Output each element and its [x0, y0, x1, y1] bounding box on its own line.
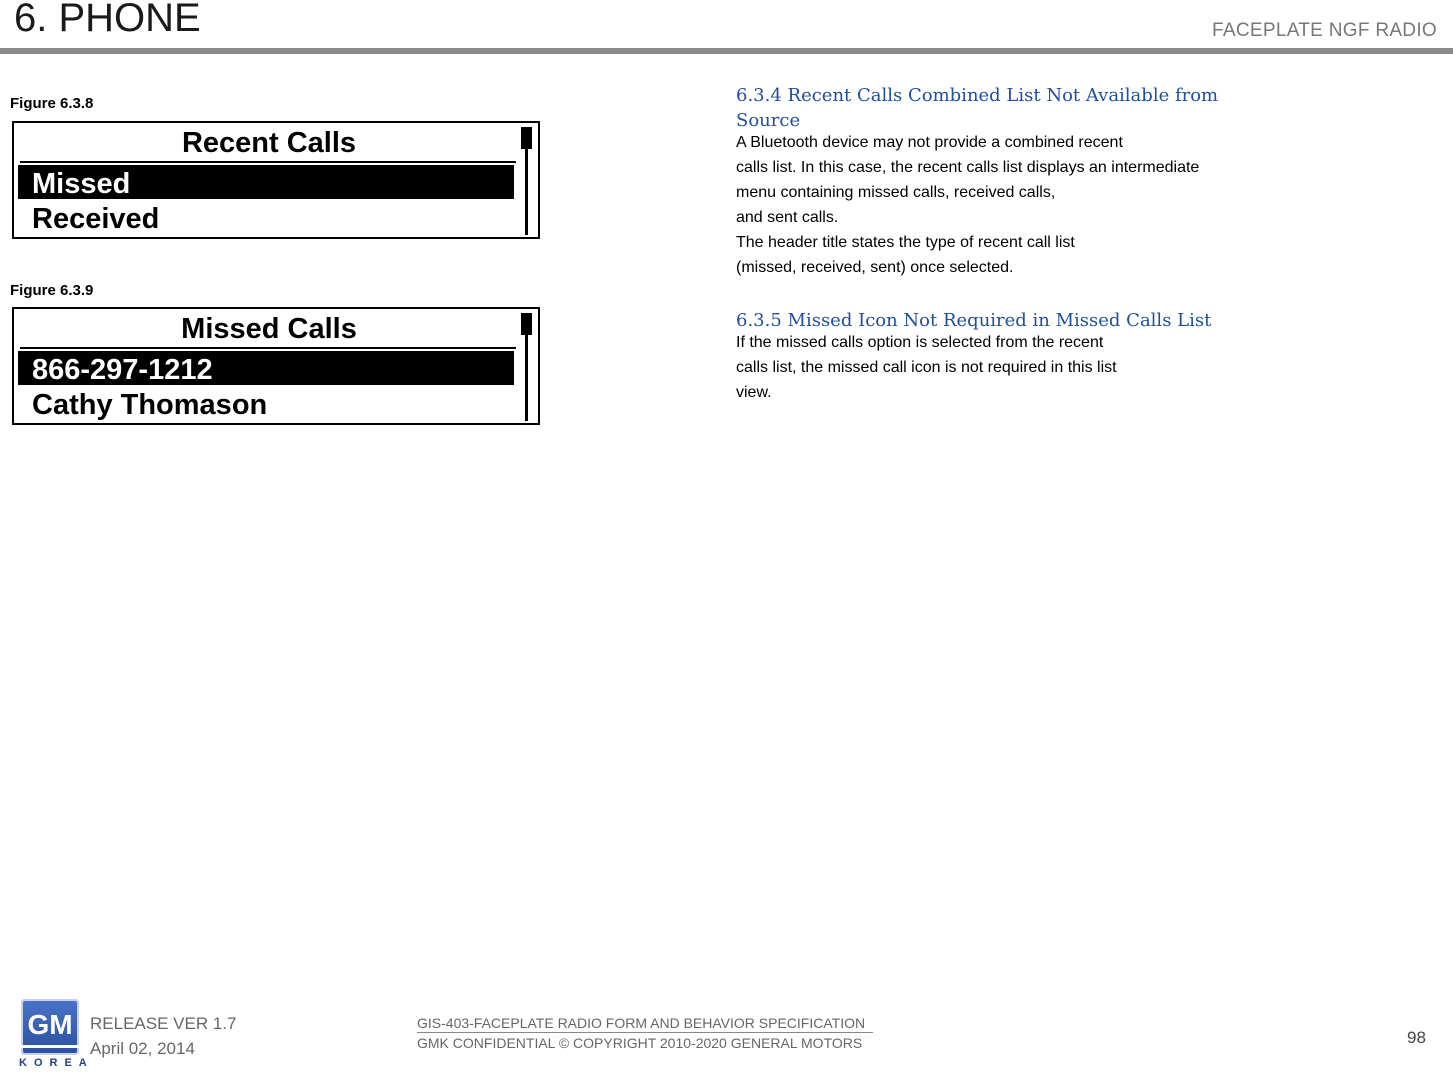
list-item[interactable]: Received	[32, 203, 160, 235]
list-item-label: Missed	[32, 168, 131, 200]
body-line: view.	[736, 384, 772, 401]
screen-title: Recent Calls	[181, 127, 357, 159]
footer-spec	[417, 1013, 873, 1053]
selected-list-item[interactable]	[18, 165, 514, 199]
page-title: 6. PHONE	[14, 0, 201, 40]
body-line: and sent calls.	[736, 209, 839, 226]
scrollbar-thumb[interactable]	[521, 127, 532, 149]
body-line: A Bluetooth device may not provide a combined recent	[736, 134, 1123, 151]
section-body	[736, 130, 1199, 280]
page-number: 98	[1407, 1028, 1426, 1047]
figure-label: Figure 6.3.9	[10, 282, 94, 299]
heading-line: Source	[736, 110, 801, 131]
screen-title-divider	[20, 347, 516, 349]
heading-line: 6.3.4 Recent Calls Combined List Not Available from	[736, 85, 1219, 106]
body-line: calls list, the missed call icon is not required in this list	[736, 359, 1117, 376]
list-item-label: 866-297-1212	[32, 354, 213, 386]
body-line: menu containing missed calls, received calls,	[736, 184, 1056, 201]
gm-korea-logo	[19, 997, 94, 1073]
body-line: If the missed calls option is selected from the recent	[736, 334, 1104, 351]
release-version: RELEASE VER 1.7	[90, 1014, 237, 1033]
gm-logo-icon	[21, 999, 79, 1055]
screen-title: Missed Calls	[181, 313, 357, 345]
screen-title-divider	[20, 161, 516, 163]
header-divider	[0, 48, 1453, 54]
figure-label: Figure 6.3.8	[10, 95, 94, 112]
logo-subtitle: KOREA	[19, 1057, 94, 1069]
section-heading	[736, 83, 1218, 133]
body-line: The header title states the type of recent call list	[736, 234, 1075, 251]
section-body	[736, 330, 1117, 405]
list-item[interactable]: Cathy Thomason	[32, 389, 268, 421]
release-date: April 02, 2014	[90, 1039, 195, 1058]
body-line: calls list. In this case, the recent calls list displays an intermediate	[736, 159, 1200, 176]
missed-calls-screen	[12, 307, 540, 425]
document-tag: FACEPLATE NGF RADIO	[1212, 20, 1437, 41]
body-line: (missed, received, sent) once selected.	[736, 259, 1014, 276]
spec-title: GIS-403-FACEPLATE RADIO FORM AND BEHAVIOR SPECIFICATION	[417, 1015, 873, 1033]
scrollbar-thumb[interactable]	[521, 313, 532, 335]
heading-line: 6.3.5 Missed Icon Not Required in Missed Calls List	[736, 310, 1212, 331]
gm-logo-text: GM	[21, 1007, 79, 1048]
release-info	[90, 1011, 236, 1061]
recent-calls-screen	[12, 121, 540, 239]
confidential-notice: GMK CONFIDENTIAL © COPYRIGHT 2010-2020 GENERAL MOTORS	[417, 1035, 863, 1051]
selected-list-item[interactable]	[18, 351, 514, 385]
